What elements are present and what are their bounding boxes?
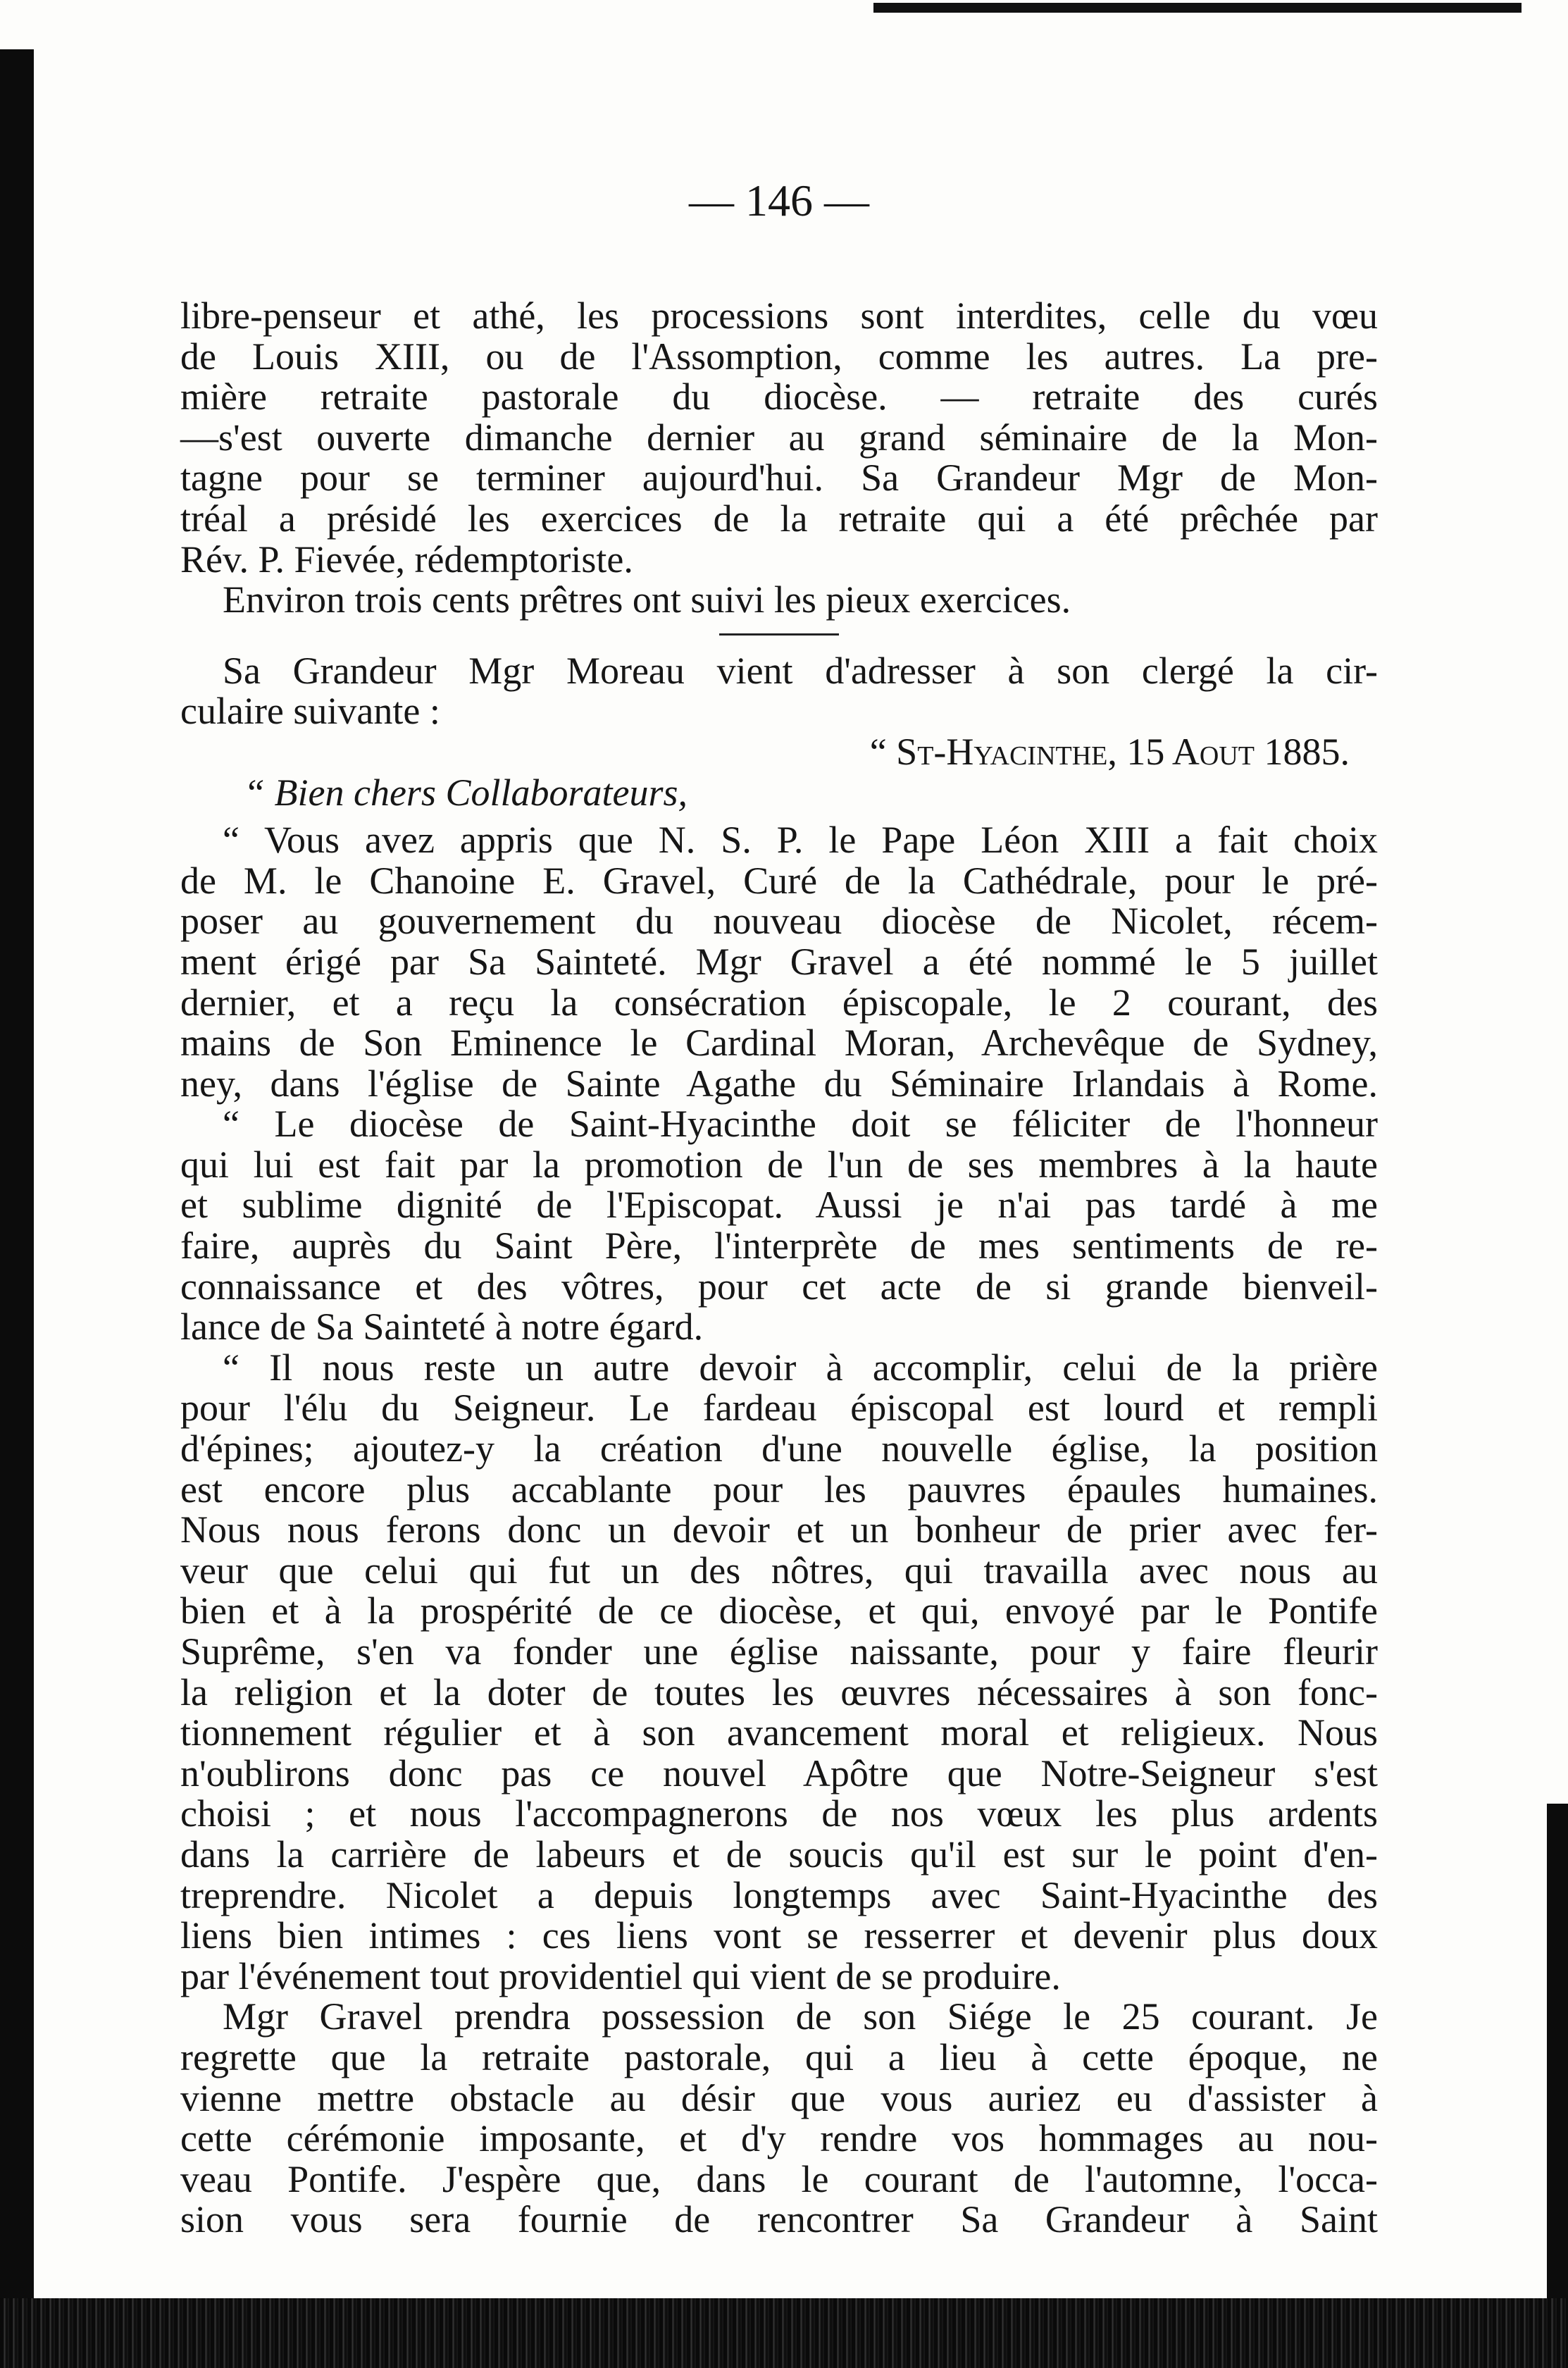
- text-line: Nous nous ferons donc un devoir et un bonheur de prier avec fer-: [180, 1508, 1378, 1551]
- text-line: n'oublirons donc pas ce nouvel Apôtre que Notre-Seigneur s'est: [180, 1752, 1378, 1794]
- text-line: dernier, et a reçu la consécration épiscopale, le 2 courant, des: [180, 981, 1378, 1024]
- section-separator: [719, 633, 839, 636]
- text-line: Sa Grandeur Mgr Moreau vient d'adresser à son clergé la cir-: [223, 649, 1378, 692]
- text-line: ment érigé par Sa Sainteté. Mgr Gravel a été nommé le 5 juillet: [180, 940, 1378, 983]
- text-line: liens bien intimes : ces liens vont se resserrer et devenir plus doux: [180, 1914, 1378, 1957]
- text-line: treprendre. Nicolet a depuis longtemps avec Saint-Hyacinthe des: [180, 1873, 1378, 1916]
- text-line: d'épines; ajoutez-y la création d'une nouvelle église, la position: [180, 1427, 1378, 1470]
- page-number: — 146 —: [689, 175, 869, 225]
- paragraph-announcement: [180, 820, 1378, 1104]
- text-line: Mgr Gravel prendra possession de son Siége le 25 courant. Je: [223, 1995, 1378, 2038]
- paragraph-congratulation: [180, 1104, 1378, 1348]
- text-line: pour l'élu du Seigneur. Le fardeau épiscopal est lourd et rempli: [180, 1387, 1378, 1430]
- text-line: libre-penseur et athé, les processions sont interdites, celle du vœu: [180, 295, 1378, 337]
- scan-border-left: [0, 49, 34, 2368]
- text-line: par l'événement tout providentiel qui vient de se produire.: [180, 1954, 1061, 1997]
- text-line: cette cérémonie imposante, et d'y rendre vos hommages au nou-: [180, 2117, 1378, 2160]
- text-line: de M. le Chanoine E. Gravel, Curé de la Cathédrale, pour le pré-: [180, 859, 1378, 902]
- text-line: connaissance et des vôtres, pour cet acte de si grande bienveil-: [180, 1265, 1378, 1308]
- text-line: de Louis XIII, ou de l'Assomption, comme les autres. La pre-: [180, 335, 1378, 378]
- text-line: est encore plus accablante pour les pauvres épaules humaines.: [180, 1468, 1378, 1511]
- text-line: culaire suivante :: [180, 690, 440, 733]
- paragraph-prayer: [180, 1348, 1378, 1997]
- text-line: Rév. P. Fievée, rédemptoriste.: [180, 538, 633, 581]
- paragraph-retreat: [180, 296, 1378, 621]
- text-line: lance de Sa Sainteté à notre égard.: [180, 1306, 704, 1349]
- text-line: et sublime dignité de l'Episcopat. Aussi je n'ai pas tardé à me: [180, 1184, 1378, 1227]
- text-line: bien et à la prospérité de ce diocèse, et qui, envoyé par le Pontife: [180, 1589, 1378, 1632]
- text-line: “ Le diocèse de Saint-Hyacinthe doit se féliciter de l'honneur: [223, 1103, 1378, 1146]
- text-line: “ Il nous reste un autre devoir à accomplir, celui de la prière: [223, 1346, 1378, 1389]
- text-line: tagne pour se terminer aujourd'hui. Sa Grandeur Mgr de Mon-: [180, 457, 1378, 500]
- text-line: tréal a présidé les exercices de la retraite qui a été prêchée par: [180, 497, 1378, 540]
- text-line: sion vous sera fournie de rencontrer Sa Grandeur à Saint: [180, 2198, 1378, 2241]
- text-line: Suprême, s'en va fonder une église naissante, pour y faire fleurir: [180, 1630, 1378, 1673]
- text-line: faire, auprès du Saint Père, l'interprète de mes sentiments de re-: [180, 1225, 1378, 1267]
- text-line: dans la carrière de labeurs et de soucis qu'il est sur le point d'en-: [180, 1833, 1378, 1876]
- text-line: —s'est ouverte dimanche dernier au grand séminaire de la Mon-: [180, 416, 1378, 459]
- text-line: Environ trois cents prêtres ont suivi les pieux exercices.: [223, 578, 1071, 621]
- letter-salutation: “ Bien chers Collaborateurs,: [244, 771, 687, 814]
- text-line: qui lui est fait par la promotion de l'un de ses membres à la haute: [180, 1143, 1378, 1186]
- scan-border-bottom: [0, 2298, 1568, 2368]
- text-line: la religion et la doter de toutes les œuvres nécessaires à son fonc-: [180, 1670, 1378, 1713]
- text-line: veau Pontife. J'espère que, dans le courant de l'automne, l'occa-: [180, 2157, 1378, 2200]
- text-line: mains de Son Eminence le Cardinal Moran, Archevêque de Sydney,: [180, 1022, 1378, 1065]
- page-text: [180, 176, 1378, 2240]
- letter-dateline: “ St-Hyacinthe, 15 Aout 1885.: [869, 730, 1350, 773]
- scan-border-right: [1547, 1804, 1568, 2368]
- scan-border-top: [873, 3, 1522, 13]
- text-line: mière retraite pastorale du diocèse. — retraite des curés: [180, 376, 1378, 419]
- text-line: poser au gouvernement du nouveau diocèse de Nicolet, récem-: [180, 900, 1378, 943]
- text-line: choisi ; et nous l'accompagnerons de nos vœux les plus ardents: [180, 1792, 1378, 1835]
- paragraph-circular-intro: [180, 651, 1378, 732]
- text-line: ney, dans l'église de Sainte Agathe du Séminaire Irlandais à Rome.: [180, 1062, 1378, 1105]
- text-line: veur que celui qui fut un des nôtres, qui travailla avec nous au: [180, 1549, 1378, 1592]
- text-line: vienne mettre obstacle au désir que vous auriez eu d'assister à: [180, 2076, 1378, 2119]
- text-line: tionnement régulier et à son avancement moral et religieux. Nous: [180, 1711, 1378, 1754]
- paragraph-installation: [180, 1997, 1378, 2240]
- text-line: regrette que la retraite pastorale, qui a lieu à cette époque, ne: [180, 2035, 1378, 2078]
- text-line: “ Vous avez appris que N. S. P. le Pape Léon XIII a fait choix: [223, 819, 1378, 862]
